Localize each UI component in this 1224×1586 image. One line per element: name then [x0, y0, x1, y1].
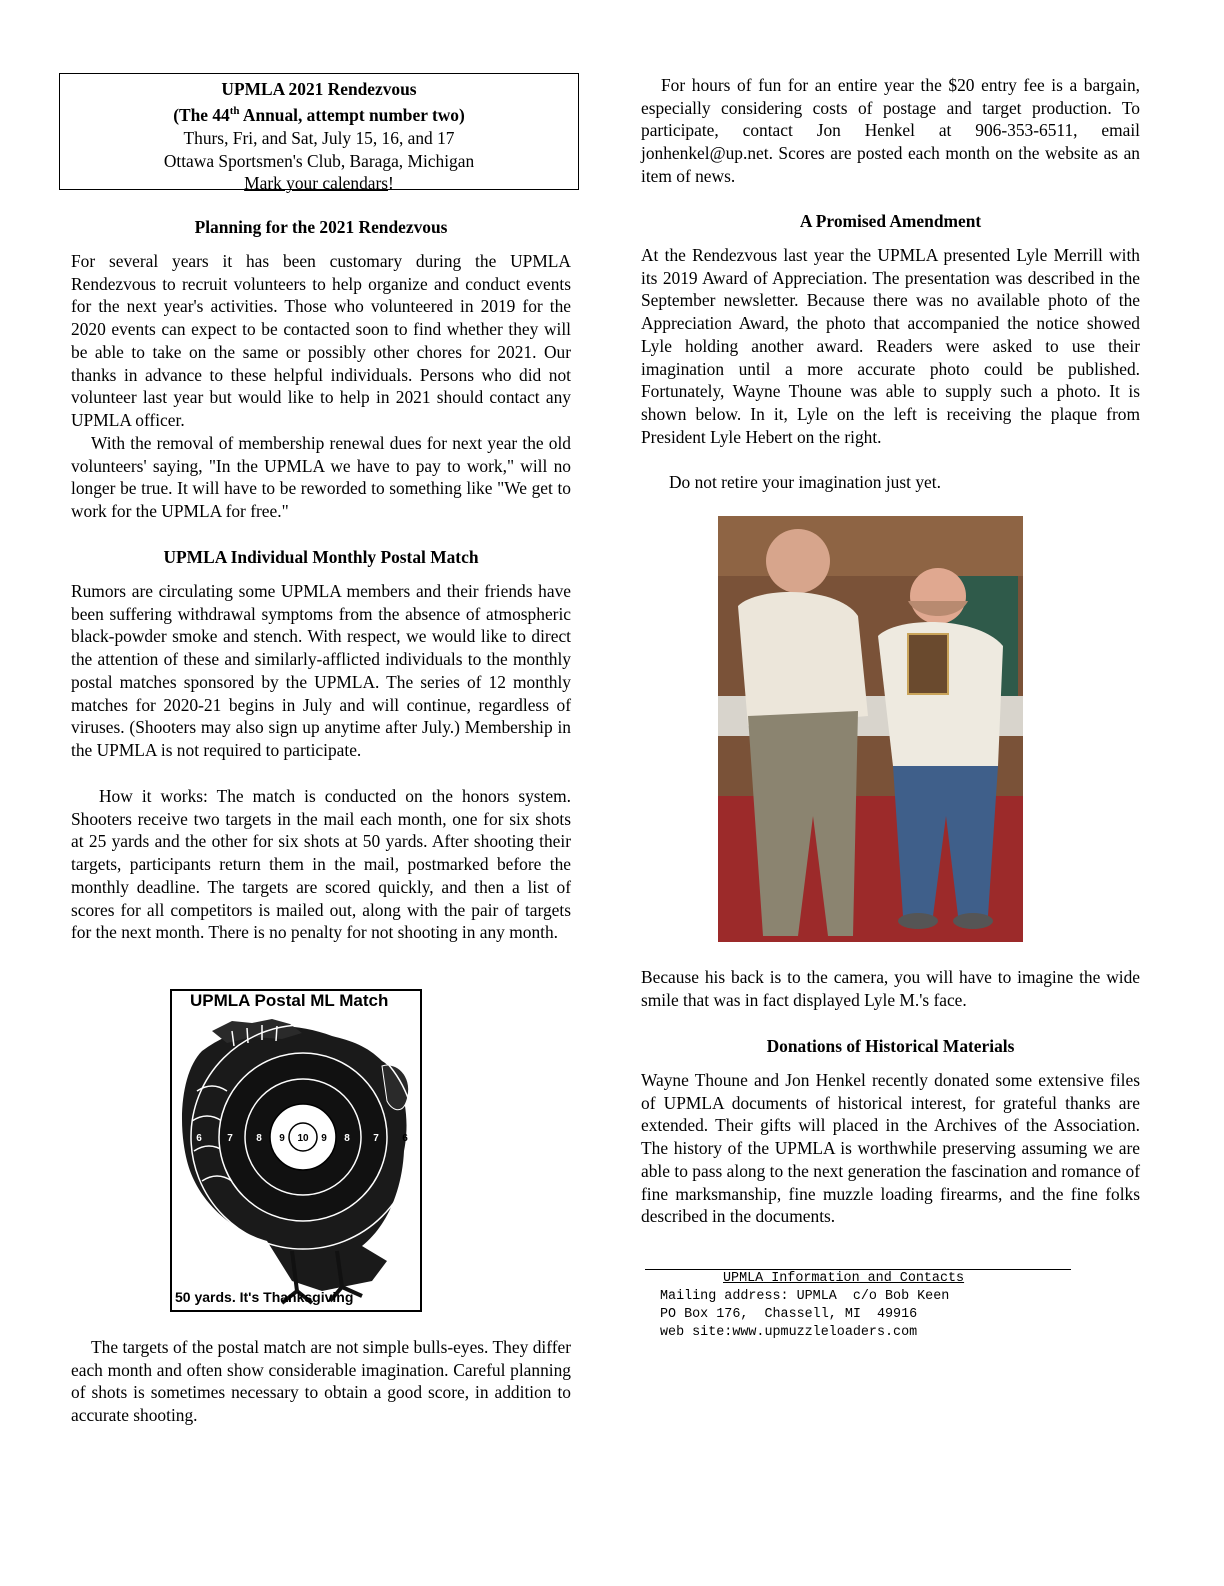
- target-title: UPMLA Postal ML Match: [190, 991, 389, 1010]
- ring-label: 10: [297, 1133, 309, 1144]
- contacts-mailing-address: Mailing address: UPMLA c/o Bob Keen: [660, 1289, 950, 1304]
- ring-label: 9: [321, 1133, 327, 1144]
- postal-paragraph-3: The targets of the postal match are not simple bulls-eyes. They differ each month and often show considerable imagination. Careful planning of shots is sometimes necessary to obtain a good score, in addition to accurate shooting.: [71, 1337, 571, 1426]
- donations-heading: Donations of Historical Materials: [766, 1036, 1015, 1056]
- amendment-paragraph-3: Because his back is to the camera, you will have to imagine the wide smile that was in fact displayed Lyle M.'s face.: [641, 967, 1140, 1010]
- planning-paragraph-2: With the removal of membership renewal dues for next year the old volunteers' saying, "In the UPMLA we have to pay to work," will no longer be true. It will have to be reworded to something like "We get to work for the UPMLA for free.": [71, 433, 571, 522]
- contacts-po-box: PO Box 176, Chassell, MI 49916: [660, 1307, 918, 1322]
- entry-fee-paragraph: For hours of fun for an entire year the $20 entry fee is a bargain, especially considering costs of postage and target production. To participate, contact Jon Henkel at 906-353-6511, email jonhenkel@up.net. Scores are posted each month on the website as an item of news.: [641, 75, 1140, 186]
- award-presentation-photo: [718, 516, 1023, 942]
- ring-label: 7: [227, 1133, 233, 1144]
- rendezvous-subtitle: (The 44th Annual, attempt number two): [173, 105, 465, 126]
- planning-paragraph-1: For several years it has been customary during the UPMLA Rendezvous to recruit volunteers to help organize and conduct events for the next year's activities. Those who volunteered in 2019 for the 2020 events can expect to be contacted soon to find whether they will be able to take on the same or possibly other chores for 2021. Our thanks in advance to these helpful individuals. Persons who did not volunteer last year but would like to help in 2021 should contact any UPMLA officer.: [71, 251, 571, 430]
- rendezvous-location: Ottawa Sportsmen's Club, Baraga, Michigan: [163, 150, 475, 171]
- donations-paragraph: Wayne Thoune and Jon Henkel recently donated some extensive files of UPMLA documents of historical interest, for grateful thanks are extended. Their gifts will placed in the Archives of the Association. The history of the UPMLA is worthwhile preserving assuming we are able to pass along to the next generation the fascination and romance of fine marksmanship, fine muzzle loading firearms, and the fine folks described in the documents.: [641, 1070, 1140, 1227]
- target-caption: 50 yards. It's Thanksgiving: [175, 1289, 354, 1306]
- ring-label: 6: [402, 1133, 408, 1144]
- ring-label: 6: [196, 1133, 202, 1144]
- turkey-target-icon: [172, 991, 420, 1310]
- contacts-block: [645, 1269, 1071, 1342]
- contacts-title: UPMLA Information and Contacts: [723, 1271, 965, 1286]
- rendezvous-title: UPMLA 2021 Rendezvous: [221, 79, 417, 99]
- amendment-heading: A Promised Amendment: [799, 211, 982, 231]
- planning-heading: Planning for the 2021 Rendezvous: [194, 217, 448, 237]
- ring-label: 7: [373, 1133, 379, 1144]
- contacts-website: web site:www.upmuzzleloaders.com: [660, 1325, 918, 1340]
- photo-illustration: [718, 516, 1023, 942]
- rendezvous-announcement-box: [59, 73, 579, 194]
- postal-paragraph-2: How it works: The match is conducted on the honors system. Shooters receive two targets in the mail each month, one for six shots at 25 yards and the other for six shots at 50 yards. After shooting their targets, participants return them in the mail, postmarked before the monthly deadline. The targets are scored quickly, and then a list of scores for all competitors is mailed out, along with the pair of targets for the next month. There is no penalty for not shooting in any month.: [71, 786, 571, 943]
- postal-heading: UPMLA Individual Monthly Postal Match: [163, 547, 479, 567]
- rendezvous-dates: Thurs, Fri, and Sat, July 15, 16, and 17: [183, 127, 455, 148]
- amendment-paragraph-1: At the Rendezvous last year the UPMLA presented Lyle Merrill with its 2019 Award of Appreciation. The presentation was described in the September newsletter. Because there was no available photo of the Appreciation Award, the photo that accompanied the notice showed Lyle holding another award. Readers were asked to use their imagination until a more accurate photo could be published. Fortunately, Wayne Thoune was able to supply such a photo. It is shown below. In it, Lyle on the left is receiving the plaque from President Lyle Hebert on the right.: [641, 245, 1140, 447]
- ring-label: 9: [279, 1133, 285, 1144]
- ring-label: 8: [344, 1133, 350, 1144]
- rendezvous-reminder: Mark your calendars!: [244, 173, 394, 194]
- postal-match-target-image: [170, 989, 422, 1312]
- ring-label: 8: [256, 1133, 262, 1144]
- postal-paragraph-1: Rumors are circulating some UPMLA members and their friends have been suffering withdrawal symptoms from the absence of atmospheric black-powder smoke and stench. With respect, we would like to direct the attention of these and similarly-afflicted individuals to the monthly postal matches sponsored by the UPMLA. The series of 12 monthly matches for 2020-21 begins in July and will continue, regardless of viruses. (Shooters may also sign up anytime after July.) Membership in the UPMLA is not required to participate.: [71, 581, 571, 760]
- amendment-paragraph-2: Do not retire your imagination just yet.: [669, 472, 941, 492]
